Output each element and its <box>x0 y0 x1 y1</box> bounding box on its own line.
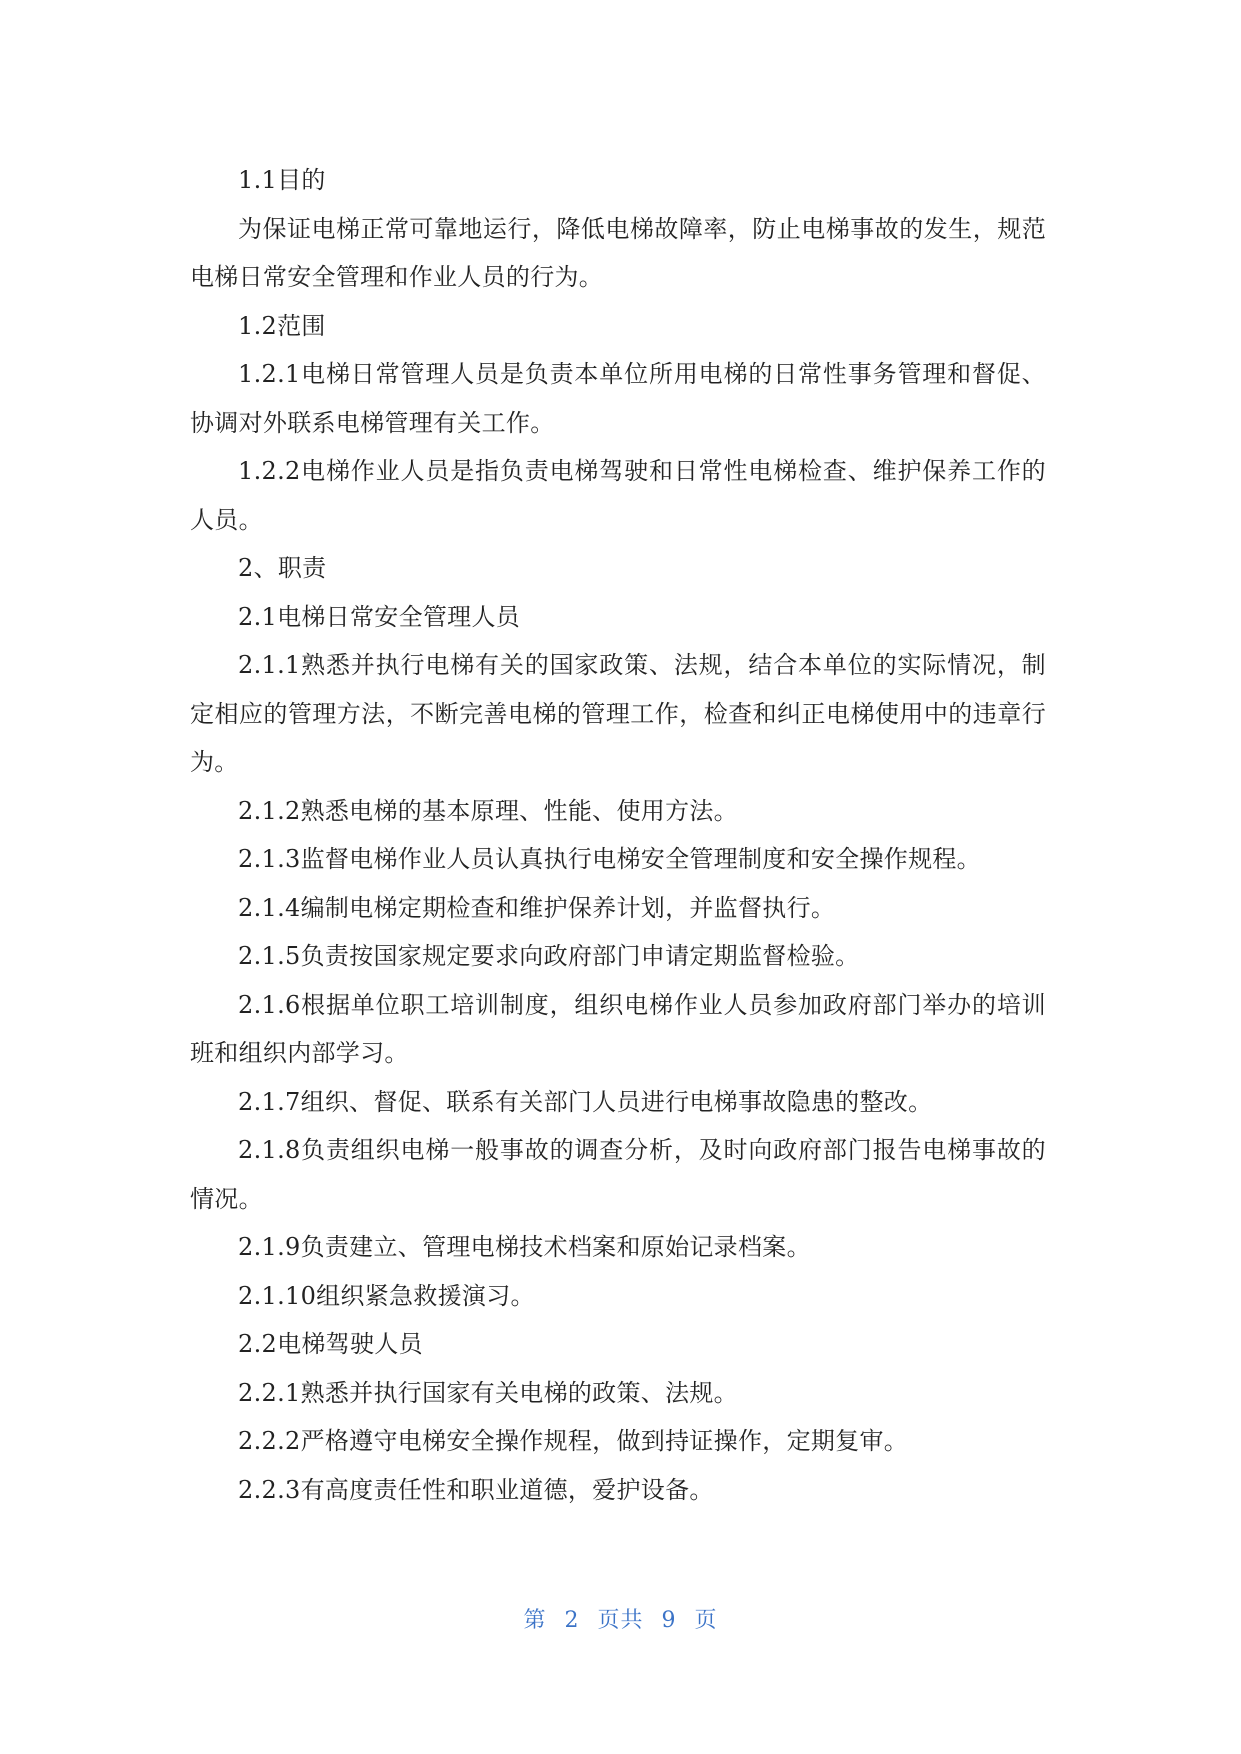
paragraph: 1.2.2电梯作业人员是指负责电梯驾驶和日常性电梯检查、维护保养工作的人员。 <box>190 457 1046 534</box>
paragraph: 1.1目的 <box>238 166 326 194</box>
paragraph: 2.1.6根据单位职工培训制度，组织电梯作业人员参加政府部门举办的培训班和组织内部学习。 <box>190 990 1046 1067</box>
footer-suffix: 页 <box>694 1608 718 1633</box>
paragraph: 2.1.8负责组织电梯一般事故的调查分析，及时向政府部门报告电梯事故的情况。 <box>190 1136 1046 1213</box>
paragraph: 2.1.4编制电梯定期检查和维护保养计划，并监督执行。 <box>238 893 836 922</box>
total-page-count: 9 <box>661 1608 677 1633</box>
paragraph: 2.1.3监督电梯作业人员认真执行电梯安全管理制度和安全操作规程。 <box>238 845 981 873</box>
paragraph: 2.2电梯驾驶人员 <box>238 1330 423 1358</box>
paragraph: 2、职责 <box>238 554 327 582</box>
paragraph: 2.1.5负责按国家规定要求向政府部门申请定期监督检验。 <box>238 942 860 970</box>
footer-prefix: 第 <box>523 1608 547 1633</box>
paragraph: 1.2范围 <box>238 311 326 340</box>
paragraph: 2.2.2严格遵守电梯安全操作规程，做到持证操作，定期复审。 <box>238 1427 909 1455</box>
paragraph: 2.1.1熟悉并执行电梯有关的国家政策、法规，结合本单位的实际情况，制定相应的管理方法，不断完善电梯的管理工作，检查和纠正电梯使用中的违章行为。 <box>190 651 1046 776</box>
paragraph: 2.2.1熟悉并执行国家有关电梯的政策、法规。 <box>238 1378 738 1407</box>
page-number-footer <box>0 1603 1241 1634</box>
paragraph: 2.1.2熟悉电梯的基本原理、性能、使用方法。 <box>238 796 738 825</box>
footer-middle: 页共 <box>597 1608 644 1633</box>
paragraph: 2.1.10组织紧急救援演习。 <box>238 1281 535 1310</box>
paragraph: 2.1电梯日常安全管理人员 <box>238 602 521 631</box>
document-body <box>190 156 1046 1514</box>
paragraph: 1.2.1电梯日常管理人员是负责本单位所用电梯的日常性事务管理和督促、协调对外联系电梯管理有关工作。 <box>190 360 1046 437</box>
paragraph: 为保证电梯正常可靠地运行，降低电梯故障率，防止电梯事故的发生，规范电梯日常安全管理和作业人员的行为。 <box>190 214 1046 291</box>
paragraph: 2.1.7组织、督促、联系有关部门人员进行电梯事故隐患的整改。 <box>238 1087 933 1116</box>
paragraph: 2.2.3有高度责任性和职业道德，爱护设备。 <box>238 1475 714 1504</box>
current-page-number: 2 <box>564 1608 580 1633</box>
paragraph: 2.1.9负责建立、管理电梯技术档案和原始记录档案。 <box>238 1233 811 1261</box>
